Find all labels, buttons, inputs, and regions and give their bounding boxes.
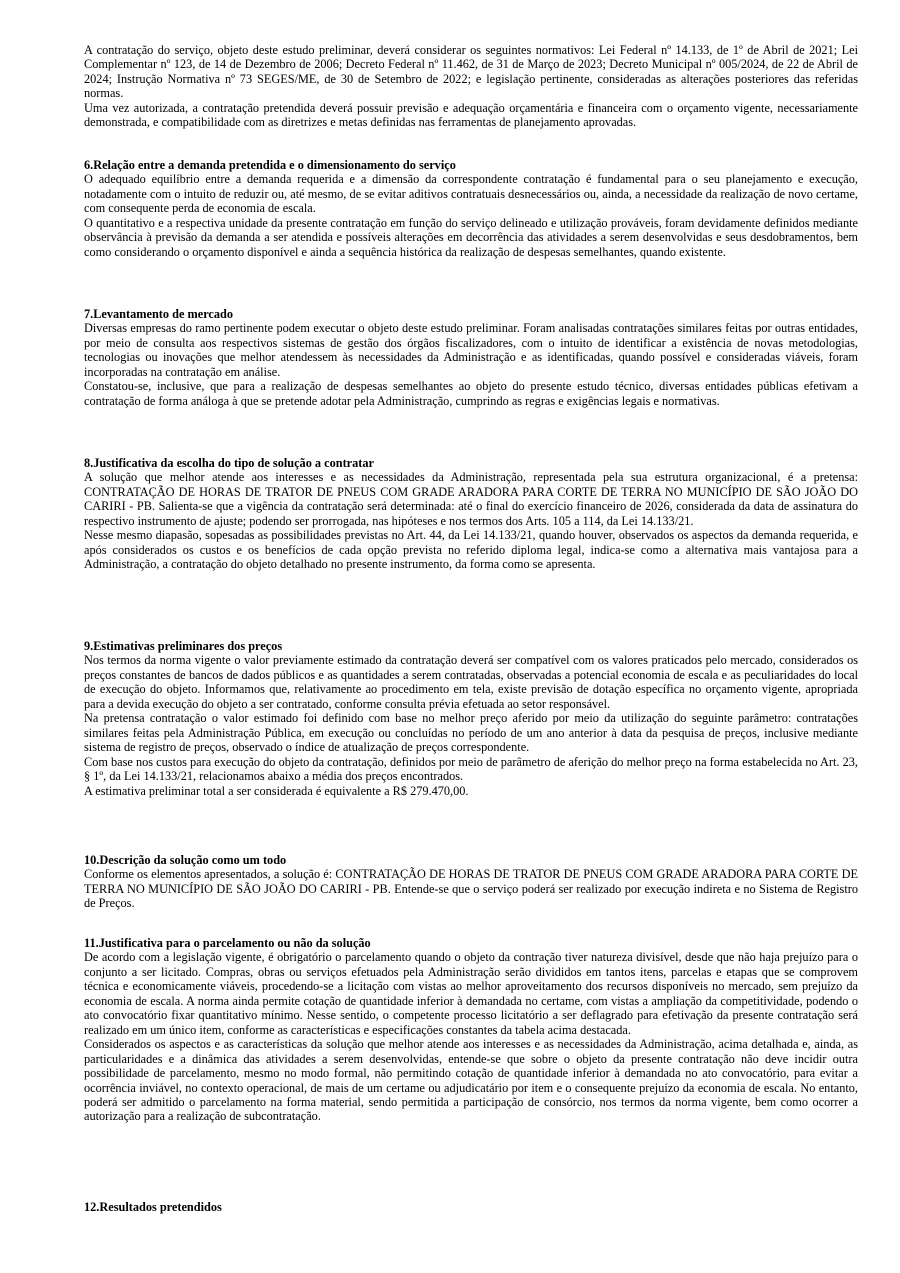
section-11 [84, 936, 858, 1124]
section-6 [84, 158, 858, 259]
paragraph: Com base nos custos para execução do objeto da contratação, definidos por meio de parâmetro de aferição do melhor preço na forma estabelecida no Art. 23, § 1º, da Lei 14.133/21, relacionamos abaixo a média dos preços encontrados. [84, 754, 858, 784]
paragraph: Considerados os aspectos e as características da solução que melhor atende aos interesses e as necessidades da Administração, acima detalhada e, ainda, as particularidades e a dinâmica das atividades a serem desenvolvidas, entende-se que sobre o objeto da presente contratação não deve incidir outra possibilidade de parcelamento, mesmo no modo formal, não permitindo cotação de quantidade inferior à demandada no ato convocatório, para evitar a ocorrência inviável, no contexto operacional, de mais de um certame ou adjudicatário por item e o consequente prejuízo da economia de escala. No entanto, poderá ser admitido o parcelamento na forma material, sendo permitida a participação de consórcio, nos termos da norma vigente, bem como ocorrer a autorização para a realização de subcontratação. [84, 1037, 858, 1124]
paragraph: A estimativa preliminar total a ser considerada é equivalente a R$ 279.470,00. [84, 783, 469, 798]
paragraph: Constatou-se, inclusive, que para a realização de despesas semelhantes ao objeto do presente estudo técnico, diversas entidades públicas efetivam a contratação de forma análoga à que se pretende adotar pela Administração, cumprindo as regras e exigências legais e normativas. [84, 379, 858, 408]
paragraph: A contratação do serviço, objeto deste estudo preliminar, deverá considerar os seguintes normativos: Lei Federal nº 14.133, de 1º de Abril de 2021; Lei Complementar nº 123, de 14 de Dezembro de 2006; Decreto Federal nº 11.462, de 31 de Março de 2023; Decreto Municipal nº 005/2024, de 22 de Abril de 2024; Instrução Normativa nº 73 SEGES/ME, de 30 de Setembro de 2022; e legislação pertinente, consideradas as alterações posteriores das referidas normas. [84, 43, 858, 101]
section-8 [84, 456, 858, 572]
section-heading: 8.Justificativa da escolha do tipo de solução a contratar [84, 456, 374, 470]
section-heading: 10.Descrição da solução como um todo [84, 853, 287, 867]
paragraph: De acordo com a legislação vigente, é obrigatório o parcelamento quando o objeto da contração tiver natureza divisível, desde que não haja prejuízo para o conjunto a ser licitado. Compras, obras ou serviços efetuados pela Administração serão divididos em tantos itens, parcelas e etapas que se comprovem técnica e economicamente viáveis, procedendo-se a licitação com vistas ao melhor aproveitamento dos recursos disponíveis no mercado, sem prejuízo da economia de escala. A norma ainda permite cotação de quantidade inferior à demandada no certame, com vistas a ampliação da competitividade, podendo o ato convocatório fixar quantitativo mínimo. Nesse sentido, o competente processo licitatório a ser deflagrado para efetivação da presente contratação será realizado em um único item, conforme as características e especificações constantes da tabela acima destacada. [84, 950, 858, 1037]
paragraph: Nos termos da norma vigente o valor previamente estimado da contratação deverá ser compatível com os valores praticados pelo mercado, considerados os preços constantes de bancos de dados públicos e as quantidades a serem contratadas, observadas a potencial economia de escala e as peculiaridades do local de execução do objeto. Informamos que, relativamente ao procedimento em tela, existe previsão de dotação específica no orçamento vigente, apropriada para a devida execução do objeto a ser contratado, conforme consulta prévia efetuada ao setor responsável. [84, 653, 858, 711]
paragraph: Uma vez autorizada, a contratação pretendida deverá possuir previsão e adequação orçamentária e financeira com o orçamento vigente, necessariamente demonstrada, e compatibilidade com as diretrizes e metas definidas nas ferramentas de planejamento aprovadas. [84, 100, 858, 130]
section-12 [84, 1200, 858, 1214]
paragraph: Nesse mesmo diapasão, sopesadas as possibilidades previstas no Art. 44, da Lei 14.133/21, quando houver, observados os aspectos da demanda requerida, e após considerados os custos e os benefícios de cada opção prevista no referido diploma legal, indica-se como a alternativa mais vantajosa para a Administração, a contratação do objeto detalhado no presente instrumento, da forma como se apresenta. [84, 528, 858, 572]
paragraph: Diversas empresas do ramo pertinente podem executar o objeto deste estudo preliminar. Foram analisadas contratações similares feitas por outras entidades, por meio de consulta aos respectivos sistemas de gestão dos órgãos fiscalizadores, com o intuito de identificar a existência de novas metodologias, tecnologias ou inovações que melhor atendessem às necessidades da Administração e as identificadas, quando possível e consideradas viáveis, foram incorporadas na contratação em análise. [84, 321, 858, 379]
section-10 [84, 853, 858, 911]
section-heading: 7.Levantamento de mercado [84, 307, 234, 321]
section-7 [84, 307, 858, 408]
section-heading: 11.Justificativa para o parcelamento ou não da solução [84, 936, 371, 950]
section-9 [84, 639, 858, 798]
paragraph: O quantitativo e a respectiva unidade da presente contratação em função do serviço delineado e utilização prováveis, foram devidamente definidos mediante observância à previsão da demanda a ser atendida e possíveis alterações em decorrência das atividades a serem desenvolvidas e seus desdobramentos, bem como considerando o orçamento disponível e ainda a sequência histórica da realização de despesas semelhantes, quando existente. [84, 215, 858, 259]
paragraph: Na pretensa contratação o valor estimado foi definido com base no melhor preço aferido por meio da utilização do seguinte parâmetro: contratações similares feitas pela Administração Pública, em execução ou concluídas no período de um ano anterior à data da pesquisa de preços, inclusive mediante sistema de registro de preços, observado o índice de atualização de preços correspondente. [84, 711, 858, 755]
paragraph: A solução que melhor atende aos interesses e as necessidades da Administração, representada pela sua estrutura organizacional, é a pretensa: CONTRATAÇÃO DE HORAS DE TRATOR DE PNEUS COM GRADE ARADORA PARA CORTE DE TERRA NO MUNICÍPIO DE SÃO JOÃO DO CARIRI - PB. Salienta-se que a vigência da contratação será determinada: até o final do exercício financeiro de 2026, considerada da data de assinatura do respectivo instrumento de ajuste; podendo ser prorrogada, nas hipóteses e nos termos dos Arts. 105 a 114, da Lei 14.133/21. [84, 470, 858, 528]
section-heading: 12.Resultados pretendidos [84, 1200, 222, 1214]
intro-block [84, 43, 858, 130]
paragraph: Conforme os elementos apresentados, a solução é: CONTRATAÇÃO DE HORAS DE TRATOR DE PNEUS COM GRADE ARADORA PARA CORTE DE TERRA NO MUNICÍPIO DE SÃO JOÃO DO CARIRI - PB. Entende-se que o serviço poderá ser realizado por execução indireta e no Sistema de Registro de Preços. [84, 867, 858, 911]
section-heading: 9.Estimativas preliminares dos preços [84, 639, 283, 653]
paragraph: O adequado equilíbrio entre a demanda requerida e a dimensão da correspondente contratação é fundamental para o seu planejamento e execução, notadamente com o intuito de reduzir ou, até mesmo, de se evitar aditivos contratuais desnecessários ou, ainda, a necessidade da realização de novo certame, com consequente perda de economia de escala. [84, 172, 858, 216]
section-heading: 6.Relação entre a demanda pretendida e o dimensionamento do serviço [84, 158, 456, 172]
